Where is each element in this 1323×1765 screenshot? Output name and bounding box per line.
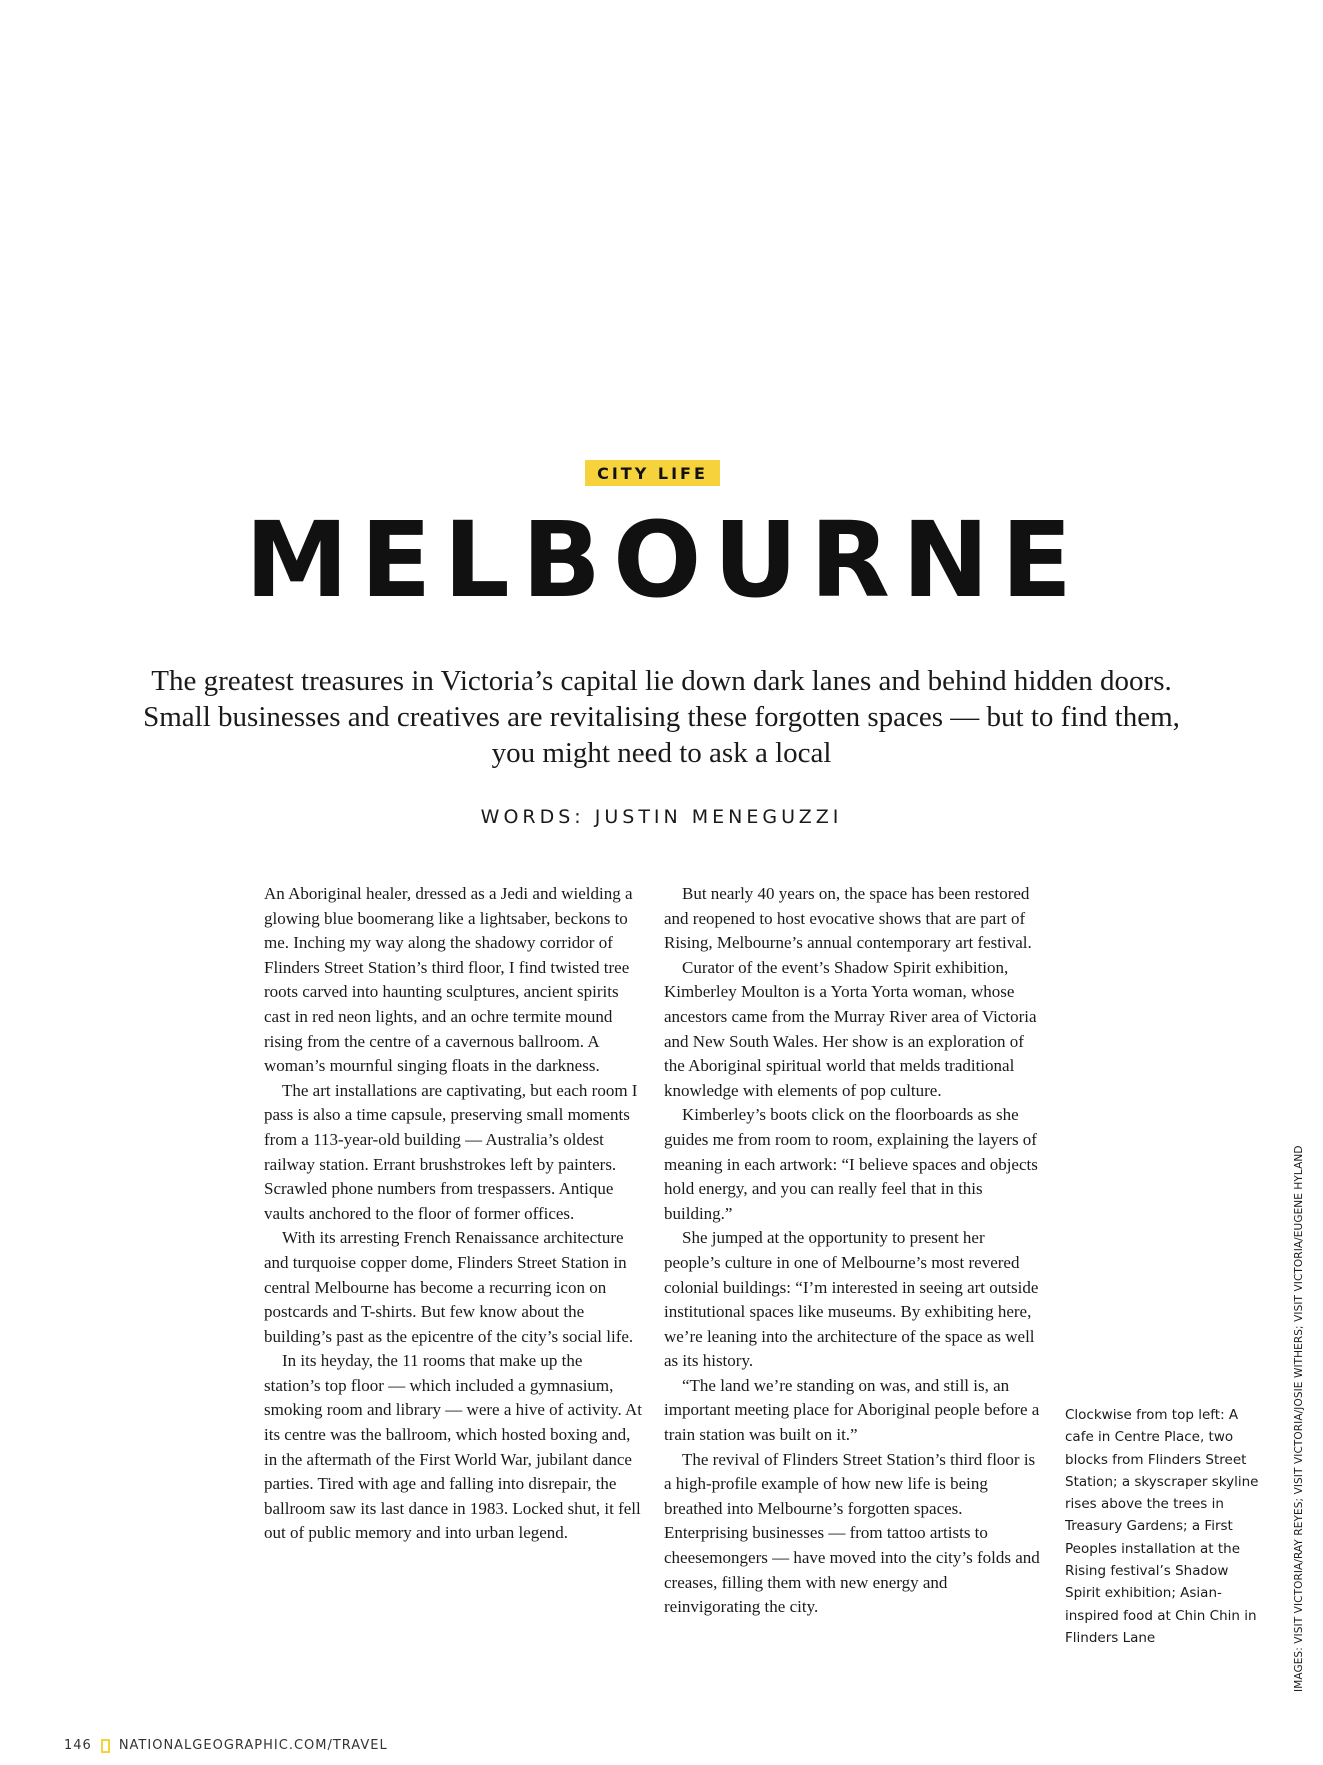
body-column-2 xyxy=(664,882,1042,1620)
body-column-1 xyxy=(264,882,642,1546)
paragraph: She jumped at the opportunity to present her people’s culture in one of Melbourne’s most revered colonial buildings: “I’m interested in seeing art outside institutional spaces like museums. By exhibiting here, we’re leaning into the architecture of the space as well as its history. xyxy=(664,1228,1039,1371)
photo-caption: Clockwise from top left: A cafe in Centre Place, two blocks from Flinders Street Station; a skyscraper skyline rises above the trees in Treasury Gardens; a First Peoples installation at the Rising festival’s Shadow Spirit exhibition; Asian-inspired food at Chin Chin in Flinders Lane xyxy=(1065,1407,1259,1646)
page-number: 146 xyxy=(64,1738,92,1753)
image-credit: IMAGES: VISIT VICTORIA/RAY REYES; VISIT VICTORIA/JOSIE WITHERS; VISIT VICTORIA/EUGENE HYLAND xyxy=(1293,1145,1305,1692)
paragraph: “The land we’re standing on was, and still is, an important meeting place for Aboriginal people before a train station was built on it.” xyxy=(664,1375,1040,1445)
yellow-border-logo-icon xyxy=(101,1739,110,1753)
standfirst: The greatest treasures in Victoria’s capital lie down dark lanes and behind hidden doors. Small businesses and creatives are revitalising these forgotten spaces — but to find them, you might need to ask a local xyxy=(143,665,1180,769)
footer-url: NATIONALGEOGRAPHIC.COM/TRAVEL xyxy=(118,1738,388,1753)
paragraph: In its heyday, the 11 rooms that make up the station’s top floor — which included a gymnasium, smoking room and library — were a hive of activity. At its centre was the ballroom, which hosted boxing and, in the aftermath of the First World War, jubilant dance parties. Tired with age and falling into disrepair, the ballroom saw its last dance in 1983. Locked shut, it fell out of public memory and into urban legend. xyxy=(264,1351,643,1543)
section-kicker: CITY LIFE xyxy=(585,460,720,486)
page-footer xyxy=(64,1738,388,1753)
paragraph: Kimberley’s boots click on the floorboards as she guides me from room to room, explaining the layers of meaning in each artwork: “I believe spaces and objects hold energy, and you can really feel that in this building.” xyxy=(664,1105,1038,1223)
paragraph: But nearly 40 years on, the space has been restored and reopened to host evocative shows that are part of Rising, Melbourne’s annual contemporary art festival. xyxy=(664,884,1032,953)
paragraph: An Aboriginal healer, dressed as a Jedi and wielding a glowing blue boomerang like a lightsaber, beckons to me. Inching my way along the shadowy corridor of Flinders Street Station’s third floor, I find twisted tree roots carved into haunting sculptures, ancient spirits cast in red neon lights, and an ochre termite mound rising from the centre of a cavernous ballroom. A woman’s mournful singing floats in the darkness. xyxy=(264,884,633,1076)
page-title: MELBOURNE xyxy=(244,499,1085,621)
paragraph: The revival of Flinders Street Station’s third floor is a high-profile example of how new life is being breathed into Melbourne’s forgotten spaces. Enterprising businesses — from tattoo artists to cheesemongers — have moved into the city’s folds and creases, filling them with new energy and reinvigorating the city. xyxy=(664,1449,1040,1617)
byline: WORDS: JUSTIN MENEGUZZI xyxy=(480,806,843,828)
paragraph: With its arresting French Renaissance architecture and turquoise copper dome, Flinders Street Station in central Melbourne has become a recurring icon on postcards and T-shirts. But few know about the building’s past as the epicentre of the city’s social life. xyxy=(264,1228,634,1346)
paragraph: The art installations are captivating, but each room I pass is also a time capsule, preserving small moments from a 113-year-old building — Australia’s oldest railway station. Errant brushstrokes left by painters. Scrawled phone numbers from trespassers. Antique vaults anchored to the floor of former offices. xyxy=(264,1080,638,1223)
paragraph: Curator of the event’s Shadow Spirit exhibition, Kimberley Moulton is a Yorta Yorta woman, whose ancestors came from the Murray River area of Victoria and New South Wales. Her show is an exploration of the Aboriginal spiritual world that melds traditional knowledge with elements of pop culture. xyxy=(664,957,1037,1100)
